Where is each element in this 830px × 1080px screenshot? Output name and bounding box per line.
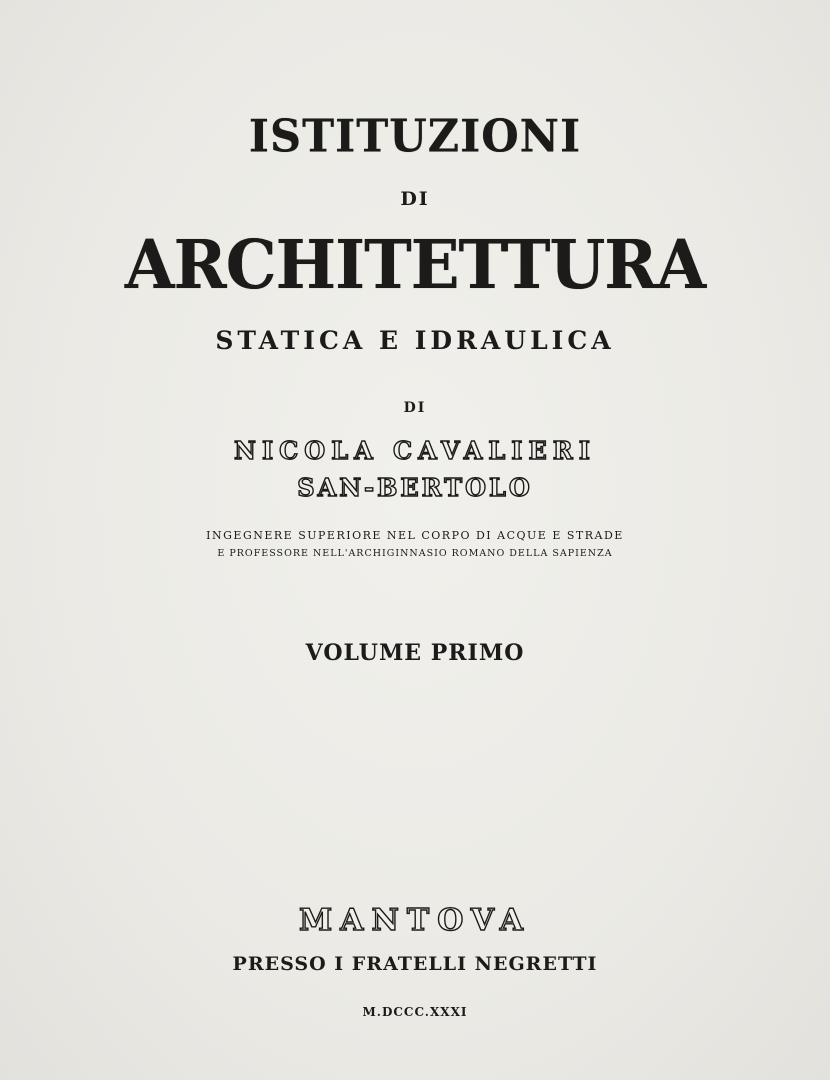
author-surname: SAN-BERTOLO [297, 473, 533, 502]
title-di: DI [400, 188, 430, 210]
volume-label: VOLUME PRIMO [305, 640, 525, 666]
author-credentials-line-2: E PROFESSORE NELL'ARCHIGINNASIO ROMANO DELLA SAPIENZA [217, 548, 613, 559]
title-istituzioni: ISTITUZIONI [248, 110, 582, 164]
publication-year: M.DCCC.XXXI [362, 1005, 468, 1019]
publication-place: MANTOVA [298, 903, 532, 938]
author-di: DI [403, 400, 427, 416]
publisher: PRESSO I FRATELLI NEGRETTI [232, 953, 598, 975]
subtitle-statica-idraulica: STATICA E IDRAULICA [215, 326, 615, 355]
title-architettura: ARCHITETTURA [124, 226, 706, 305]
author-name: NICOLA CAVALIERI [234, 436, 596, 465]
author-credentials-line-1: INGEGNERE SUPERIORE NEL CORPO DI ACQUE E STRADE [206, 529, 624, 542]
